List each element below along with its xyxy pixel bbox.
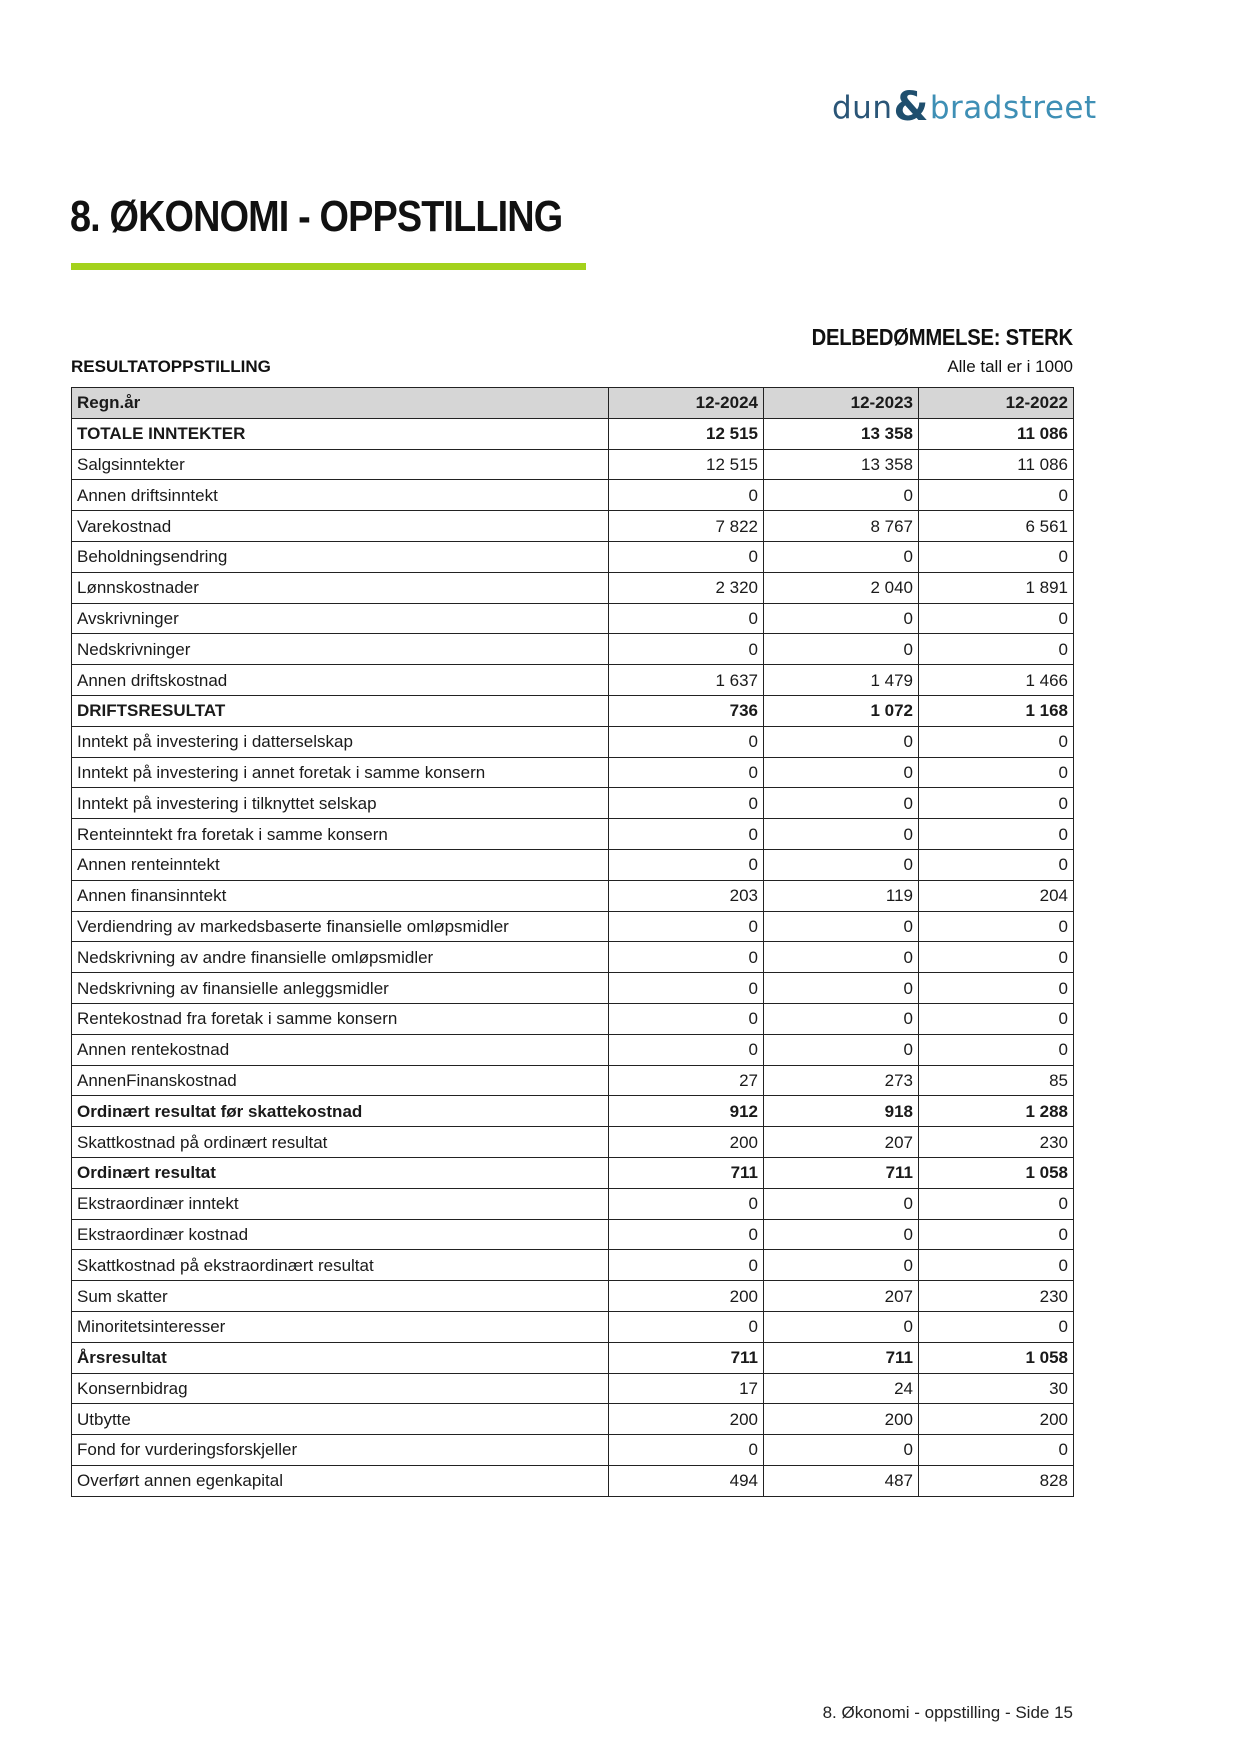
row-value: 0	[609, 1219, 764, 1250]
row-value: 24	[764, 1373, 919, 1404]
row-label: Salgsinntekter	[72, 449, 609, 480]
row-label: Annen driftsinntekt	[72, 480, 609, 511]
table-row	[72, 634, 1074, 665]
income-statement-table	[71, 387, 1074, 1497]
table-row	[72, 788, 1074, 819]
row-value: 0	[609, 726, 764, 757]
row-value: 711	[764, 1342, 919, 1373]
row-label: Lønnskostnader	[72, 572, 609, 603]
row-value: 0	[764, 788, 919, 819]
row-value: 0	[609, 1250, 764, 1281]
row-value: 494	[609, 1465, 764, 1496]
row-value: 0	[764, 973, 919, 1004]
row-label: Nedskrivninger	[72, 634, 609, 665]
table-row	[72, 1157, 1074, 1188]
row-value: 0	[609, 1311, 764, 1342]
row-label: Inntekt på investering i datterselskap	[72, 726, 609, 757]
row-value: 0	[919, 726, 1074, 757]
row-value: 0	[764, 726, 919, 757]
row-value: 13 358	[764, 449, 919, 480]
row-value: 0	[764, 1003, 919, 1034]
row-value: 0	[764, 1311, 919, 1342]
table-row	[72, 1003, 1074, 1034]
row-value: 0	[764, 819, 919, 850]
row-label: TOTALE INNTEKTER	[72, 418, 609, 449]
row-value: 2 320	[609, 572, 764, 603]
row-value: 0	[764, 942, 919, 973]
row-label: Skattkostnad på ordinært resultat	[72, 1127, 609, 1158]
row-value: 27	[609, 1065, 764, 1096]
row-value: 207	[764, 1127, 919, 1158]
table-body	[72, 418, 1074, 1496]
row-value: 30	[919, 1373, 1074, 1404]
table-row	[72, 757, 1074, 788]
row-value: 1 058	[919, 1157, 1074, 1188]
row-value: 0	[609, 849, 764, 880]
ampersand-icon: &	[893, 84, 929, 130]
row-value: 0	[919, 1435, 1074, 1466]
row-value: 711	[609, 1157, 764, 1188]
row-value: 0	[764, 849, 919, 880]
row-label: Rentekostnad fra foretak i samme konsern	[72, 1003, 609, 1034]
row-value: 736	[609, 695, 764, 726]
row-label: Ekstraordinær kostnad	[72, 1219, 609, 1250]
title-underline-divider	[71, 263, 586, 270]
row-value: 487	[764, 1465, 919, 1496]
row-value: 200	[609, 1127, 764, 1158]
table-row	[72, 1034, 1074, 1065]
row-value: 200	[609, 1281, 764, 1312]
row-value: 0	[609, 603, 764, 634]
row-value: 0	[919, 634, 1074, 665]
row-value: 1 891	[919, 572, 1074, 603]
row-value: 0	[609, 819, 764, 850]
row-value: 0	[919, 1250, 1074, 1281]
table-row	[72, 880, 1074, 911]
row-value: 0	[609, 1003, 764, 1034]
row-value: 0	[609, 1435, 764, 1466]
row-value: 0	[609, 480, 764, 511]
row-value: 0	[919, 973, 1074, 1004]
table-row	[72, 819, 1074, 850]
row-value: 0	[609, 541, 764, 572]
row-value: 0	[919, 1034, 1074, 1065]
units-note: Alle tall er i 1000	[947, 357, 1073, 376]
column-header-label: Regn.år	[72, 388, 609, 419]
row-value: 0	[609, 1034, 764, 1065]
table-row	[72, 1465, 1074, 1496]
row-label: Inntekt på investering i tilknyttet selskap	[72, 788, 609, 819]
row-value: 204	[919, 880, 1074, 911]
table-row	[72, 1065, 1074, 1096]
row-label: Annen renteinntekt	[72, 849, 609, 880]
row-label: Annen rentekostnad	[72, 1034, 609, 1065]
table-header-row	[72, 388, 1074, 419]
logo-text-dun: dun	[832, 90, 893, 126]
row-value: 711	[764, 1157, 919, 1188]
row-label: Annen driftskostnad	[72, 665, 609, 696]
row-value: 0	[919, 849, 1074, 880]
row-value: 0	[919, 603, 1074, 634]
row-value: 0	[919, 480, 1074, 511]
table-row	[72, 1096, 1074, 1127]
table-row	[72, 511, 1074, 542]
row-label: Inntekt på investering i annet foretak i samme konsern	[72, 757, 609, 788]
row-value: 1 288	[919, 1096, 1074, 1127]
table-row	[72, 541, 1074, 572]
column-header-year: 12-2024	[609, 388, 764, 419]
row-label: Annen finansinntekt	[72, 880, 609, 911]
row-value: 119	[764, 880, 919, 911]
column-header-year: 12-2022	[919, 388, 1074, 419]
row-value: 1 466	[919, 665, 1074, 696]
table-row	[72, 1373, 1074, 1404]
row-value: 0	[919, 788, 1074, 819]
table-row	[72, 449, 1074, 480]
row-value: 0	[764, 634, 919, 665]
section-label: RESULTATOPPSTILLING	[71, 357, 271, 376]
row-value: 0	[919, 819, 1074, 850]
row-value: 0	[919, 1003, 1074, 1034]
row-value: 0	[919, 942, 1074, 973]
row-value: 230	[919, 1127, 1074, 1158]
row-value: 273	[764, 1065, 919, 1096]
table-row	[72, 849, 1074, 880]
table-row	[72, 480, 1074, 511]
row-label: Ordinært resultat før skattekostnad	[72, 1096, 609, 1127]
row-value: 711	[609, 1342, 764, 1373]
row-value: 1 072	[764, 695, 919, 726]
row-value: 200	[919, 1404, 1074, 1435]
row-label: Minoritetsinteresser	[72, 1311, 609, 1342]
row-label: Beholdningsendring	[72, 541, 609, 572]
row-value: 0	[919, 541, 1074, 572]
row-value: 2 040	[764, 572, 919, 603]
row-value: 230	[919, 1281, 1074, 1312]
dun-bradstreet-logo	[832, 80, 1097, 130]
row-value: 11 086	[919, 449, 1074, 480]
row-value: 0	[919, 1219, 1074, 1250]
row-value: 0	[764, 541, 919, 572]
row-value: 203	[609, 880, 764, 911]
row-value: 912	[609, 1096, 764, 1127]
row-label: Skattkostnad på ekstraordinært resultat	[72, 1250, 609, 1281]
row-value: 0	[609, 911, 764, 942]
row-value: 0	[609, 1188, 764, 1219]
row-value: 0	[764, 1034, 919, 1065]
row-value: 0	[919, 757, 1074, 788]
row-value: 207	[764, 1281, 919, 1312]
page-title: 8. ØKONOMI - OPPSTILLING	[70, 192, 563, 241]
rating-heading: DELBEDØMMELSE: STERK	[811, 324, 1073, 350]
row-value: 0	[609, 973, 764, 1004]
row-value: 1 168	[919, 695, 1074, 726]
row-value: 200	[764, 1404, 919, 1435]
row-value: 0	[764, 603, 919, 634]
page-footer: 8. Økonomi - oppstilling - Side 15	[822, 1703, 1073, 1722]
row-value: 200	[609, 1404, 764, 1435]
row-value: 12 515	[609, 449, 764, 480]
row-value: 1 479	[764, 665, 919, 696]
row-value: 0	[764, 757, 919, 788]
row-value: 0	[609, 942, 764, 973]
row-label: AnnenFinanskostnad	[72, 1065, 609, 1096]
row-label: Nedskrivning av andre finansielle omløpsmidler	[72, 942, 609, 973]
logo-text-bradstreet: bradstreet	[929, 90, 1097, 126]
column-header-year: 12-2023	[764, 388, 919, 419]
row-label: Sum skatter	[72, 1281, 609, 1312]
table-row	[72, 665, 1074, 696]
row-value: 0	[764, 1219, 919, 1250]
table-row	[72, 1281, 1074, 1312]
table-row	[72, 1342, 1074, 1373]
row-label: Årsresultat	[72, 1342, 609, 1373]
row-value: 1 637	[609, 665, 764, 696]
row-value: 1 058	[919, 1342, 1074, 1373]
row-value: 828	[919, 1465, 1074, 1496]
table-row	[72, 1404, 1074, 1435]
row-label: Ordinært resultat	[72, 1157, 609, 1188]
table-row	[72, 603, 1074, 634]
row-label: DRIFTSRESULTAT	[72, 695, 609, 726]
row-label: Verdiendring av markedsbaserte finansielle omløpsmidler	[72, 911, 609, 942]
row-value: 0	[764, 1250, 919, 1281]
row-label: Avskrivninger	[72, 603, 609, 634]
table-row	[72, 973, 1074, 1004]
row-value: 0	[609, 788, 764, 819]
table-row	[72, 1311, 1074, 1342]
row-value: 0	[609, 634, 764, 665]
row-label: Overført annen egenkapital	[72, 1465, 609, 1496]
row-value: 0	[919, 1311, 1074, 1342]
table-row	[72, 1127, 1074, 1158]
row-label: Utbytte	[72, 1404, 609, 1435]
table-row	[72, 911, 1074, 942]
row-value: 8 767	[764, 511, 919, 542]
row-value: 0	[919, 1188, 1074, 1219]
table-row	[72, 418, 1074, 449]
table-row	[72, 1250, 1074, 1281]
table-row	[72, 1435, 1074, 1466]
row-value: 0	[609, 757, 764, 788]
row-label: Renteinntekt fra foretak i samme konsern	[72, 819, 609, 850]
table-row	[72, 572, 1074, 603]
row-label: Ekstraordinær inntekt	[72, 1188, 609, 1219]
row-value: 0	[764, 1188, 919, 1219]
row-value: 0	[764, 911, 919, 942]
row-value: 11 086	[919, 418, 1074, 449]
row-value: 0	[764, 1435, 919, 1466]
row-label: Nedskrivning av finansielle anleggsmidler	[72, 973, 609, 1004]
table-row	[72, 726, 1074, 757]
row-value: 7 822	[609, 511, 764, 542]
row-value: 918	[764, 1096, 919, 1127]
table-row	[72, 695, 1074, 726]
row-value: 6 561	[919, 511, 1074, 542]
table-row	[72, 942, 1074, 973]
row-value: 85	[919, 1065, 1074, 1096]
row-value: 17	[609, 1373, 764, 1404]
row-value: 0	[919, 911, 1074, 942]
table-row	[72, 1188, 1074, 1219]
row-label: Varekostnad	[72, 511, 609, 542]
row-value: 0	[764, 480, 919, 511]
row-label: Fond for vurderingsforskjeller	[72, 1435, 609, 1466]
row-label: Konsernbidrag	[72, 1373, 609, 1404]
table-row	[72, 1219, 1074, 1250]
row-value: 13 358	[764, 418, 919, 449]
row-value: 12 515	[609, 418, 764, 449]
